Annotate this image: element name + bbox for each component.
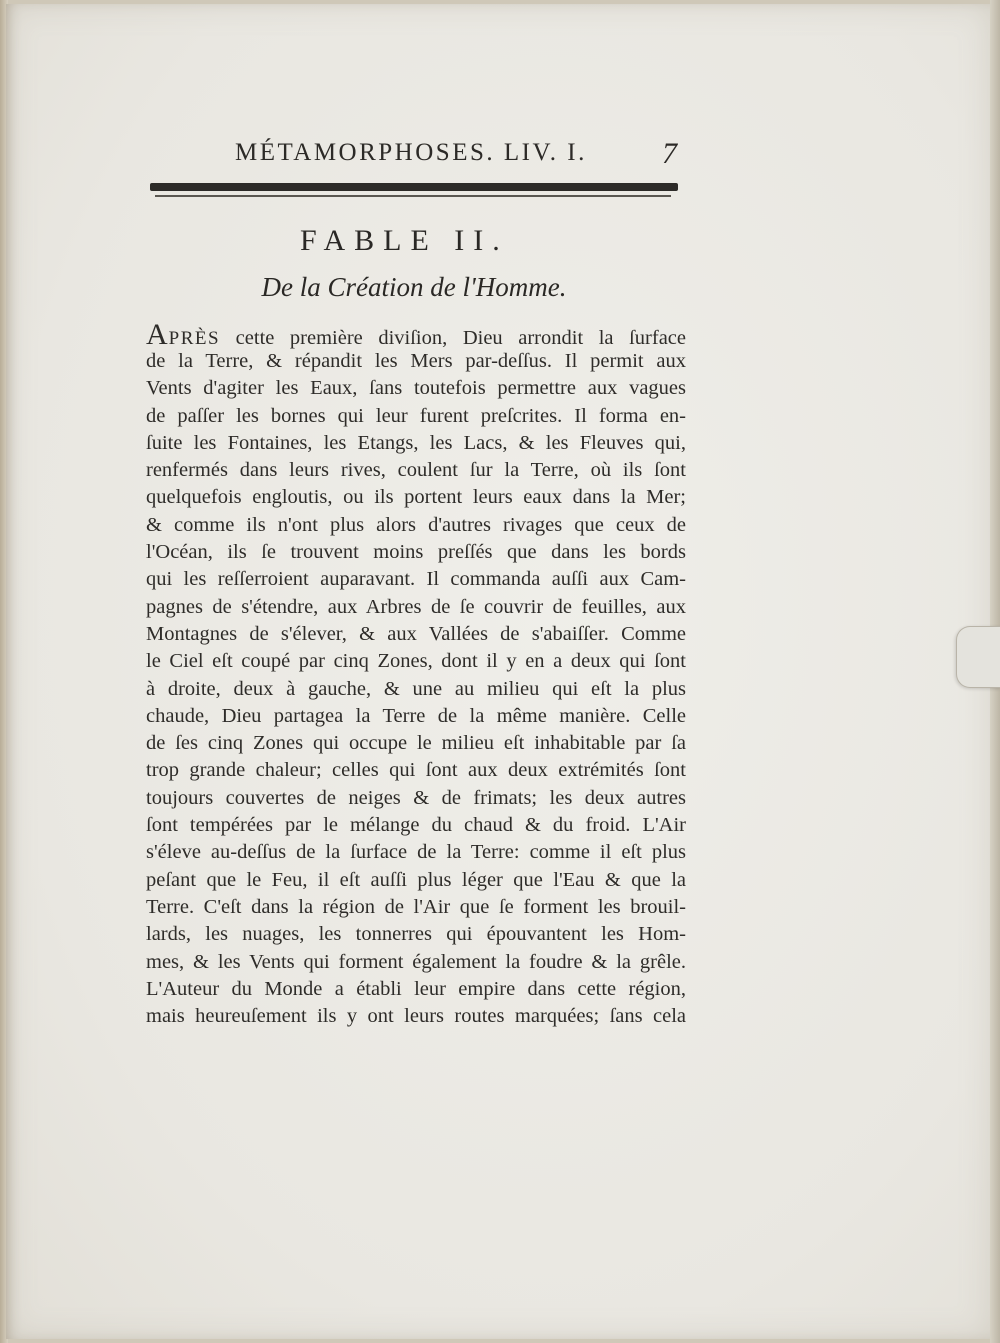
body-line: L'Auteur du Monde a établi leur empire dans cette région, xyxy=(146,977,686,1000)
body-line: renfermés dans leurs rives, coulent ſur la Terre, où ils ſont xyxy=(146,459,686,482)
body-line: de paſſer les bornes qui leur furent preſcrites. Il forma en- xyxy=(146,404,686,427)
body-line: Terre. C'eſt dans la région de l'Air que ſe forment les brouil- xyxy=(146,895,686,918)
body-line: de ſes cinq Zones qui occupe le milieu eſt inhabitable par ſa xyxy=(146,732,686,755)
body-line: & comme ils n'ont plus alors d'autres rivages que ceux de xyxy=(146,513,686,536)
body-line: trop grande chaleur; celles qui ſont aux deux extrémités ſont xyxy=(146,759,686,782)
body-line-1 xyxy=(146,318,686,351)
body-line: toujours couvertes de neiges & de frimats; les deux autres xyxy=(146,786,686,809)
body-line: qui les reſſerroient auparavant. Il commanda auſſi aux Cam- xyxy=(146,568,686,591)
body-line: mais heureuſement ils y ont leurs routes marquées; ſans cela xyxy=(146,1005,686,1028)
body-line: quelquefois engloutis, ou ils portent leurs eaux dans la Mer; xyxy=(146,486,686,509)
body-line: Vents d'agiter les Eaux, ſans toutefois permettre aux vagues xyxy=(146,377,686,400)
body-line-1-text: cette première diviſion, Dieu arrondit la ſurface xyxy=(220,327,686,349)
fable-title: FABLE II. xyxy=(300,224,509,257)
running-head xyxy=(150,137,680,177)
page-tab-marker xyxy=(956,626,1000,688)
running-title: MÉTAMORPHOSES. LIV. I. xyxy=(235,139,587,166)
body-line: lards, les nuages, les tonnerres qui épouvantent les Hom- xyxy=(146,923,686,946)
drop-cap: A xyxy=(146,318,169,351)
first-word-smallcaps: PRÈS xyxy=(168,328,221,349)
header-rule-thin xyxy=(155,195,671,197)
body-line: à droite, deux à gauche, & une au milieu qui eſt la plus xyxy=(146,677,686,700)
body-line: le Ciel eſt coupé par cinq Zones, dont il y en a deux qui ſont xyxy=(146,650,686,673)
body-line: pagnes de s'étendre, aux Arbres de ſe couvrir de feuilles, aux xyxy=(146,595,686,618)
body-line: peſant que le Feu, il eſt auſſi plus léger que l'Eau & que la xyxy=(146,868,686,891)
body-line: Montagnes de s'élever, & aux Vallées de s'abaiſſer. Comme xyxy=(146,622,686,645)
body-line: chaude, Dieu partagea la Terre de la même manière. Celle xyxy=(146,704,686,727)
header-rule xyxy=(150,183,678,191)
body-line: de la Terre, & répandit les Mers par-deſſus. Il permit aux xyxy=(146,350,686,372)
body-line: s'éleve au-deſſus de la ſurface de la Terre: comme il eſt plus xyxy=(146,841,686,864)
body-text xyxy=(146,318,686,1030)
fable-subtitle: De la Création de l'Homme. xyxy=(261,272,567,302)
body-line: mes, & les Vents qui forment également la foudre & la grêle. xyxy=(146,950,686,973)
body-line: l'Océan, ils ſe trouvent moins preſſés que dans les bords xyxy=(146,541,686,564)
body-line: ſuite les Fontaines, les Etangs, les Lacs, & les Fleuves qui, xyxy=(146,431,686,454)
body-line: ſont tempérées par le mélange du chaud & du froid. L'Air xyxy=(146,814,686,837)
page-number: 7 xyxy=(662,137,677,170)
